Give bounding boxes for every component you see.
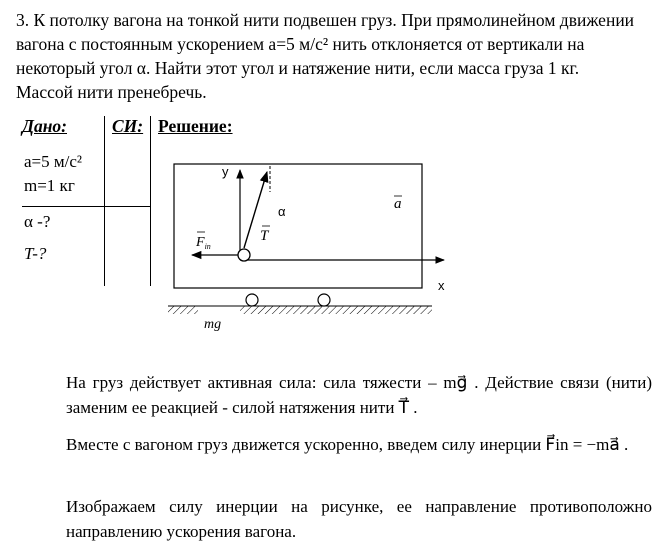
gravity-label: mg [204, 317, 222, 332]
ground-hatch [168, 306, 198, 314]
wagon-wheel [246, 294, 258, 306]
y-axis-label: y [222, 164, 229, 179]
wagon-wheel [318, 294, 330, 306]
paragraph-forces: На груз действует активная сила: сила тяжести – mg⃗ . Действие связи (нити) заменим ее реакцией - силой натяжения нити T⃗ . [66, 373, 652, 417]
inertia-force-label: $F_{in}$ [196, 235, 211, 251]
unknown-tension: T-? [24, 244, 47, 263]
si-header: СИ: [112, 116, 144, 136]
problem-statement: 3. К потолку вагона на тонкой нити подвешен груз. При прямолинейном движении вагона с постоянным ускорением a=5 м/с² нить отклоняется от вертикали на некоторый угол α. Найти этот угол и натяжение нити, если масса груза 1 кг. Массой нити пренебречь. [16, 10, 635, 102]
unknown-angle: α -? [24, 212, 51, 231]
wagon-body [174, 164, 422, 288]
x-axis-label: x [438, 278, 445, 293]
acceleration-label: a [394, 196, 402, 212]
given-mass: m=1 кг [24, 176, 75, 195]
table-divider-unknowns [22, 206, 150, 207]
given-acceleration: a=5 м/с² [24, 152, 83, 171]
given-header: Дано: [22, 116, 67, 136]
ground-hatch [240, 306, 432, 314]
paragraph-inertia: Вместе с вагоном груз движется ускоренно, введем силу инерции F⃗in = −ma⃗ . [66, 435, 629, 454]
tension-label: T [260, 228, 269, 244]
load [238, 249, 250, 261]
paragraph-diagram-note: Изображаем силу инерции на рисунке, ее направление противоположно направлению ускорения вагона. [66, 497, 652, 541]
alpha-label: α [278, 204, 286, 219]
table-divider-given [104, 116, 105, 286]
solution-header: Решение: [158, 116, 233, 136]
force-diagram [160, 150, 460, 340]
table-divider-si [150, 116, 151, 286]
